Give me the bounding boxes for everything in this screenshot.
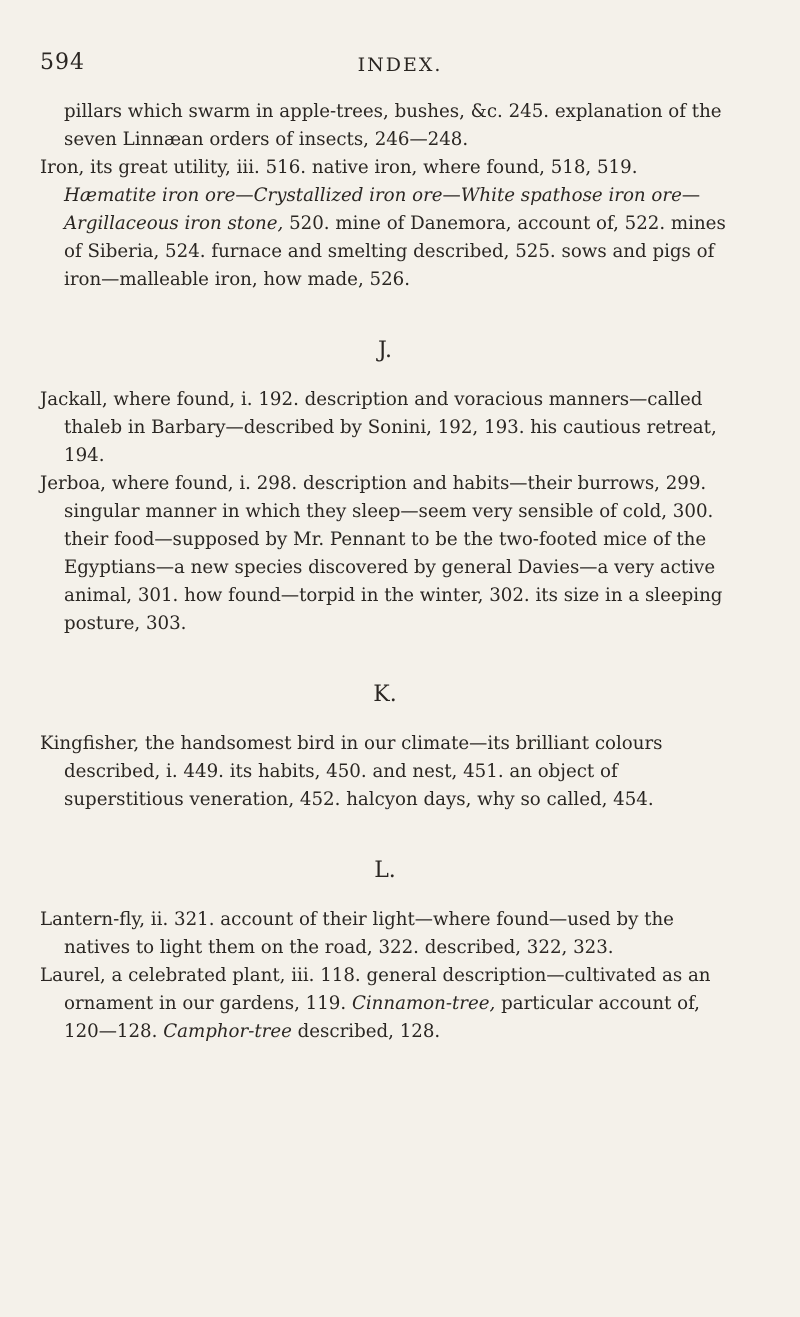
index-entry-text: Jackall, where found, i. 192. description and voracious manners—called thaleb in Barbary—described by Sonini, 192, 193. his cautious retreat, 194. xyxy=(40,389,717,466)
index-entry-italic-text: Hæmatite iron ore xyxy=(64,185,236,206)
index-entry-text: — xyxy=(235,185,254,206)
page-number: 594 xyxy=(40,50,85,75)
index-entry-italic-text: Cinnamon-tree, xyxy=(351,993,496,1014)
index-entry-text: Lantern-fly, ii. 321. account of their light—where found—used by the natives to light them on the road, 322. described, 322, 323. xyxy=(40,909,674,958)
running-head: INDEX. xyxy=(357,54,443,76)
index-entry xyxy=(40,98,730,154)
index-entry xyxy=(40,470,730,638)
index-entry-text: 520. mine of Danemora, account of, 522. mines of Siberia, 524. furnace and smelting described, 525. sows and pigs of iron—malleable iron, how made, 526. xyxy=(64,213,726,290)
index-entry-text: pillars which swarm in apple-trees, bushes, &c. 245. explanation of the seven Linnæan orders of insects, 246—248. xyxy=(64,101,722,150)
index-entry xyxy=(40,906,730,962)
index-entry xyxy=(40,386,730,470)
section-letter-heading: K. xyxy=(373,682,397,707)
index-entry-text: Iron, its great utility, iii. 516. native iron, where found, 518, 519. xyxy=(40,157,638,178)
index-entry-text: Laurel, a celebrated plant, iii. 118. general description—cultivated as an ornament in our gardens, 119. xyxy=(40,965,711,1014)
index-entry-text: Kingfisher, the handsomest bird in our climate—its brilliant colours described, i. 449. its habits, 450. and nest, 451. an object of superstitious veneration, 452. halcyon days, why so called, 454. xyxy=(40,733,663,810)
index-entry-text: — xyxy=(442,185,461,206)
section-letter-heading: L. xyxy=(374,858,396,883)
index-entry-italic-text: White spathose iron ore xyxy=(460,185,682,206)
index-entry-text: Jerboa, where found, i. 298. description and habits—their burrows, 299. singular manner in which they sleep—seem very sensible of cold, 300. their food—supposed by Mr. Pennant to be the two-footed mice of the Egyptians—a new species discovered by general Davies—a very active animal, 301. how found—torpid in the winter, 302. its size in a sleeping posture, 303. xyxy=(40,473,723,634)
index-entry xyxy=(40,154,730,294)
index-entry-text: — xyxy=(681,185,701,206)
index-entry-text: particular account of, 120—128. xyxy=(64,993,700,1042)
index-entry-italic-text: Crystallized iron ore xyxy=(253,185,443,206)
index-entry-italic-text: Camphor-tree xyxy=(163,1021,292,1042)
index-entry-text: described, 128. xyxy=(291,1021,441,1042)
index-entry xyxy=(40,730,730,814)
section-letter-heading: J. xyxy=(377,338,393,363)
index-entry-italic-text: Argillaceous iron stone, xyxy=(64,213,284,234)
index-entry xyxy=(40,962,730,1046)
index-body xyxy=(40,98,730,1046)
